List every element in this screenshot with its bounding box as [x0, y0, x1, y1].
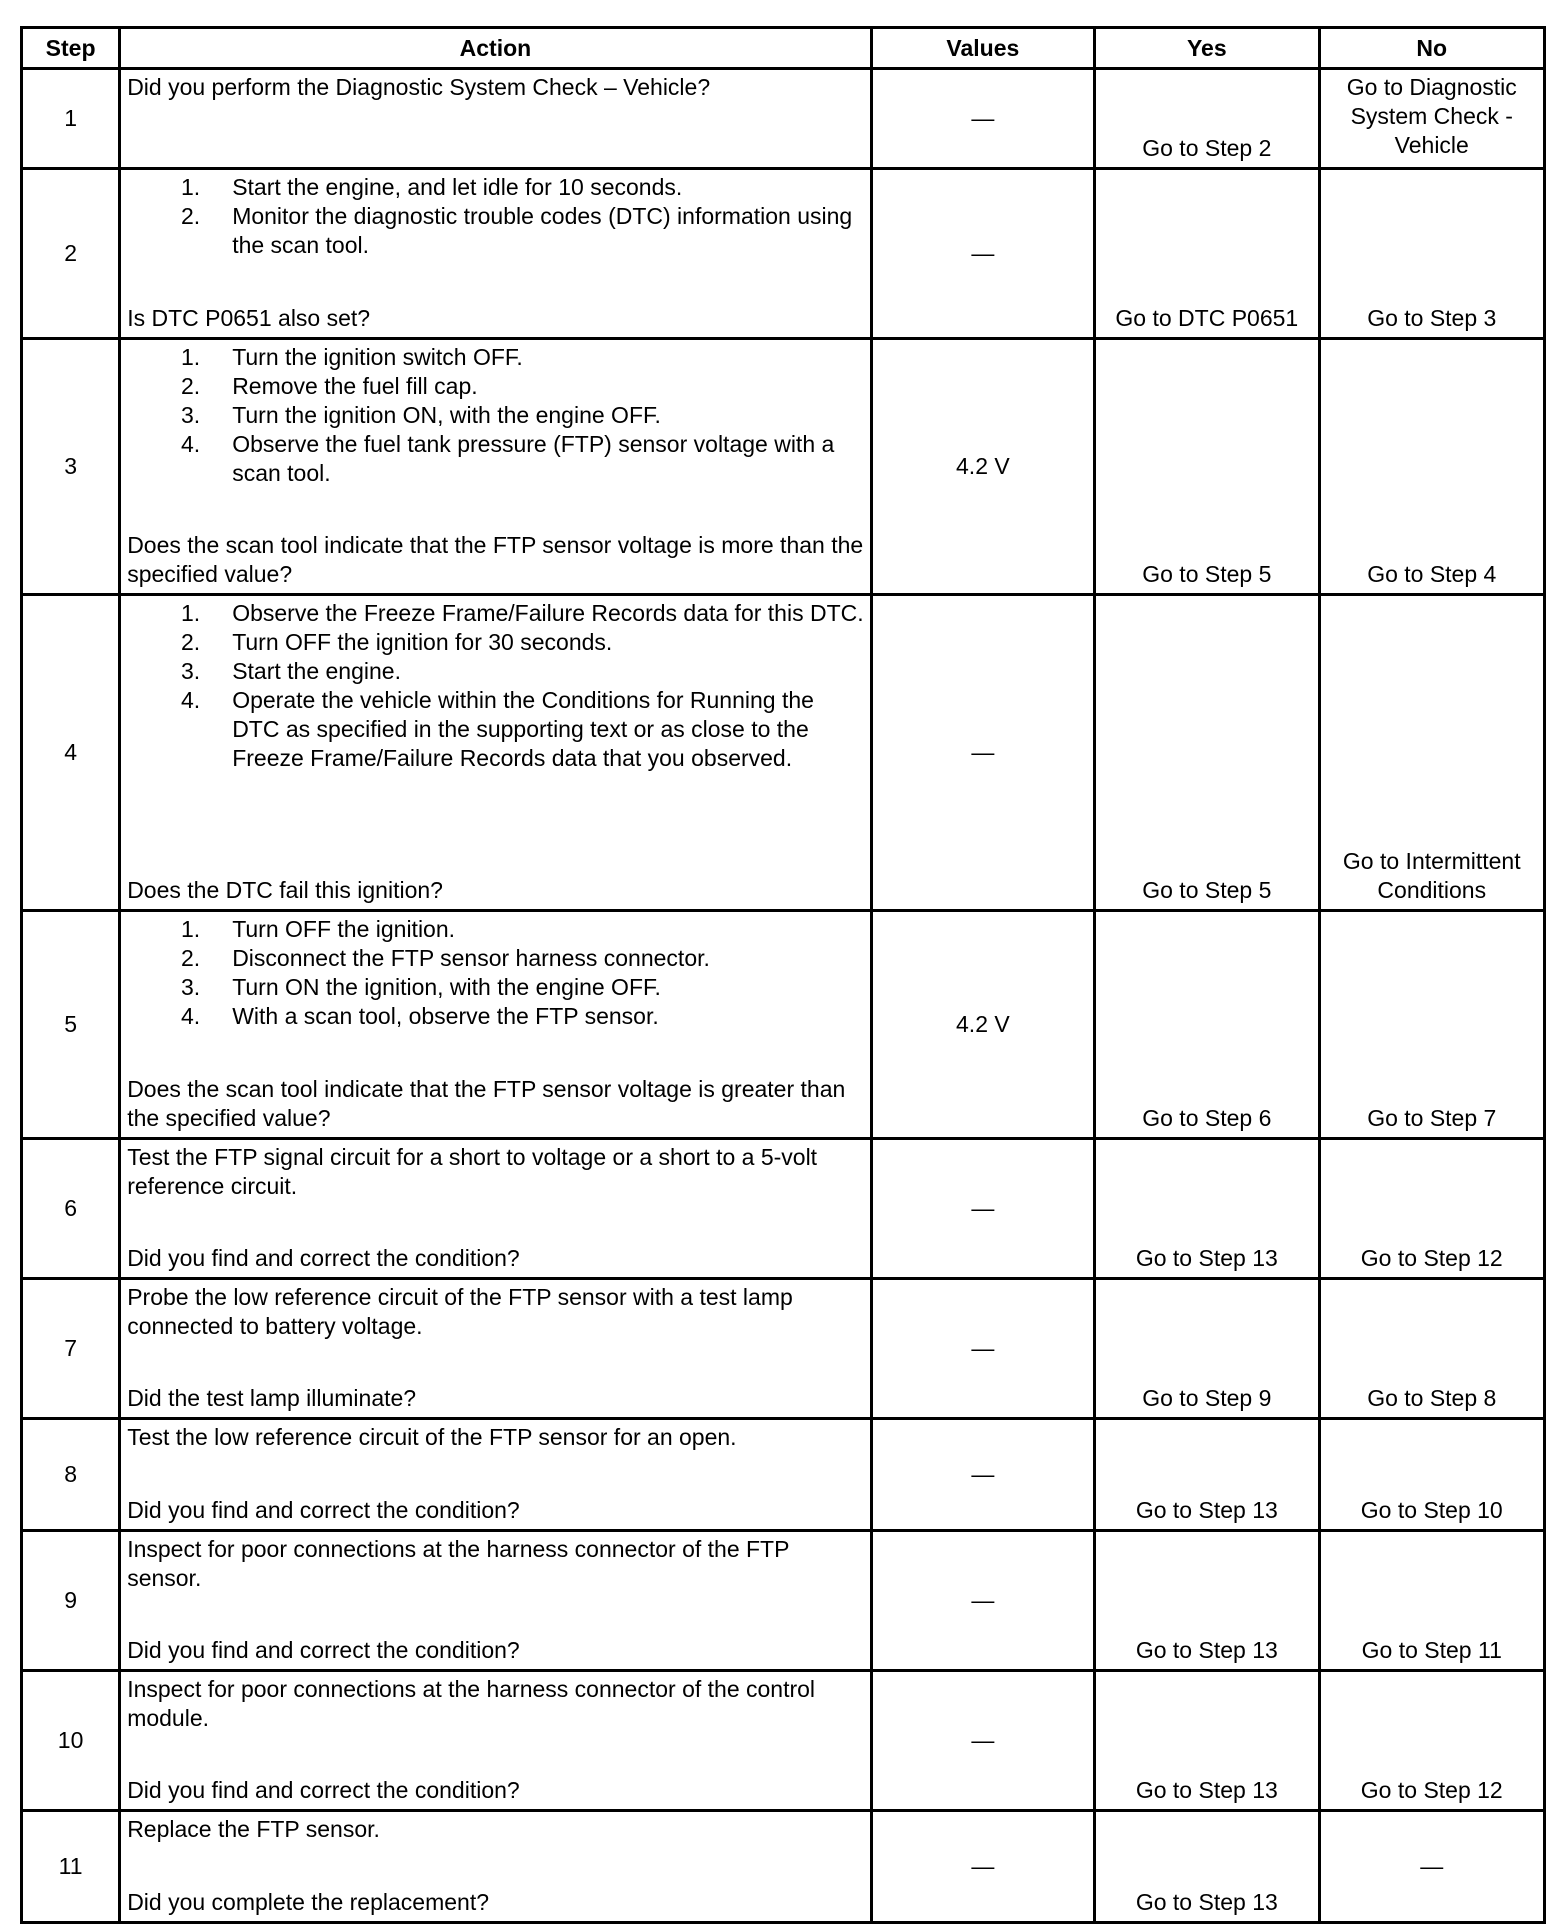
- step-number: 7: [22, 1279, 120, 1419]
- list-item: 1. Start the engine, and let idle for 10 seconds.: [181, 174, 683, 200]
- no-cell: Go to Step 11: [1319, 1531, 1544, 1671]
- list-item: 2. Monitor the diagnostic trouble codes (DTC) information using the scan tool.: [181, 203, 853, 258]
- yes-cell: Go to Step 13: [1095, 1419, 1319, 1531]
- list-item: 4. Operate the vehicle within the Conditions for Running the DTC as specified in the supporting text or as close to the Freeze Frame/Failure Records data that you observed.: [181, 687, 814, 771]
- yes-cell: Go to Step 5: [1095, 595, 1319, 911]
- values-cell: —: [871, 595, 1094, 911]
- values-cell: —: [871, 1531, 1094, 1671]
- action-question: Did you find and correct the condition?: [127, 1497, 520, 1523]
- list-item: 3. Start the engine.: [181, 658, 401, 684]
- action-question: Did you find and correct the condition?: [127, 1245, 520, 1271]
- values-cell: —: [871, 169, 1094, 339]
- action-question: Did you find and correct the condition?: [127, 1637, 520, 1663]
- step-number: 9: [22, 1531, 120, 1671]
- no-cell: Go to Step 10: [1319, 1419, 1544, 1531]
- yes-cell: Go to Step 13: [1095, 1671, 1319, 1811]
- action-text: Probe the low reference circuit of the FTP sensor with a test lamp connected to battery voltage.: [127, 1284, 793, 1339]
- step-number: 2: [22, 169, 120, 339]
- table-row: [22, 169, 1545, 339]
- no-cell: Go to Step 8: [1319, 1279, 1544, 1419]
- action-list: [127, 343, 865, 488]
- no-cell: —: [1319, 1811, 1544, 1923]
- list-item: 3. Turn the ignition ON, with the engine OFF.: [181, 402, 661, 428]
- action-question: Did the test lamp illuminate?: [127, 1385, 417, 1411]
- action-list: [127, 599, 865, 773]
- action-list: [127, 915, 865, 1031]
- header-values: Values: [871, 28, 1094, 69]
- values-cell: —: [871, 1811, 1094, 1923]
- no-cell: Go to Diagnostic System Check - Vehicle: [1319, 69, 1544, 169]
- action-text: Test the FTP signal circuit for a short to voltage or a short to a 5-volt reference circuit.: [127, 1144, 818, 1199]
- step-number: 11: [22, 1811, 120, 1923]
- action-question: Does the scan tool indicate that the FTP sensor voltage is greater than the specified value?: [127, 1076, 846, 1131]
- diagnostic-table: [20, 26, 1546, 1924]
- yes-cell: Go to Step 13: [1095, 1139, 1319, 1279]
- yes-cell: Go to Step 9: [1095, 1279, 1319, 1419]
- action-text: Replace the FTP sensor.: [127, 1816, 380, 1842]
- yes-cell: Go to Step 2: [1095, 69, 1319, 169]
- yes-cell: Go to Step 13: [1095, 1811, 1319, 1923]
- table-row: [22, 1811, 1545, 1923]
- table-row: [22, 69, 1545, 169]
- action-text: Inspect for poor connections at the harness connector of the control module.: [127, 1676, 816, 1731]
- list-item: 2. Turn OFF the ignition for 30 seconds.: [181, 629, 613, 655]
- no-cell: Go to Step 4: [1319, 339, 1544, 595]
- table-row: [22, 1139, 1545, 1279]
- step-number: 6: [22, 1139, 120, 1279]
- list-item: 2. Remove the fuel fill cap.: [181, 373, 478, 399]
- yes-cell: Go to Step 5: [1095, 339, 1319, 595]
- action-text: Did you perform the Diagnostic System Check – Vehicle?: [127, 74, 711, 100]
- action-cell: [120, 339, 871, 595]
- action-question: Did you complete the replacement?: [127, 1889, 489, 1915]
- values-cell: —: [871, 1671, 1094, 1811]
- values-cell: —: [871, 1139, 1094, 1279]
- table-row: [22, 1531, 1545, 1671]
- action-cell: [120, 1671, 871, 1811]
- no-cell: Go to Step 7: [1319, 911, 1544, 1139]
- table-row: [22, 339, 1545, 595]
- step-number: 1: [22, 69, 120, 169]
- list-item: 1. Turn the ignition switch OFF.: [181, 344, 523, 370]
- yes-cell: Go to Step 6: [1095, 911, 1319, 1139]
- action-question: Does the DTC fail this ignition?: [127, 877, 443, 903]
- action-cell: [120, 1139, 871, 1279]
- action-question: Does the scan tool indicate that the FTP sensor voltage is more than the specified value?: [127, 532, 864, 587]
- step-number: 8: [22, 1419, 120, 1531]
- step-number: 10: [22, 1671, 120, 1811]
- action-question: Is DTC P0651 also set?: [127, 305, 371, 331]
- no-cell: Go to Step 3: [1319, 169, 1544, 339]
- action-cell: [120, 911, 871, 1139]
- table-row: [22, 1671, 1545, 1811]
- action-cell: [120, 1279, 871, 1419]
- list-item: 1. Turn OFF the ignition.: [181, 916, 456, 942]
- values-cell: 4.2 V: [871, 339, 1094, 595]
- table-row: [22, 1419, 1545, 1531]
- header-yes: Yes: [1095, 28, 1319, 69]
- no-cell: Go to Step 12: [1319, 1139, 1544, 1279]
- values-cell: —: [871, 1279, 1094, 1419]
- list-item: 4. Observe the fuel tank pressure (FTP) sensor voltage with a scan tool.: [181, 431, 835, 486]
- list-item: 2. Disconnect the FTP sensor harness connector.: [181, 945, 710, 971]
- action-question: Did you find and correct the condition?: [127, 1777, 520, 1803]
- values-cell: —: [871, 1419, 1094, 1531]
- step-number: 5: [22, 911, 120, 1139]
- header-action: Action: [120, 28, 871, 69]
- header-no: No: [1319, 28, 1544, 69]
- header-step: Step: [22, 28, 120, 69]
- action-cell: [120, 169, 871, 339]
- table-row: [22, 595, 1545, 911]
- action-cell: [120, 1811, 871, 1923]
- action-text: Test the low reference circuit of the FTP sensor for an open.: [127, 1424, 737, 1450]
- no-cell: Go to Step 12: [1319, 1671, 1544, 1811]
- values-cell: 4.2 V: [871, 911, 1094, 1139]
- yes-cell: Go to Step 13: [1095, 1531, 1319, 1671]
- table-row: [22, 911, 1545, 1139]
- list-item: 4. With a scan tool, observe the FTP sensor.: [181, 1003, 659, 1029]
- list-item: 3. Turn ON the ignition, with the engine OFF.: [181, 974, 661, 1000]
- step-number: 4: [22, 595, 120, 911]
- action-text: Inspect for poor connections at the harness connector of the FTP sensor.: [127, 1536, 790, 1591]
- action-cell: [120, 69, 871, 169]
- list-item: 1. Observe the Freeze Frame/Failure Records data for this DTC.: [181, 600, 864, 626]
- action-list: [127, 173, 865, 260]
- action-cell: [120, 1531, 871, 1671]
- header-row: [22, 28, 1545, 69]
- step-number: 3: [22, 339, 120, 595]
- no-cell: Go to Intermittent Conditions: [1319, 595, 1544, 911]
- yes-cell: Go to DTC P0651: [1095, 169, 1319, 339]
- values-cell: —: [871, 69, 1094, 169]
- table-row: [22, 1279, 1545, 1419]
- action-cell: [120, 595, 871, 911]
- action-cell: [120, 1419, 871, 1531]
